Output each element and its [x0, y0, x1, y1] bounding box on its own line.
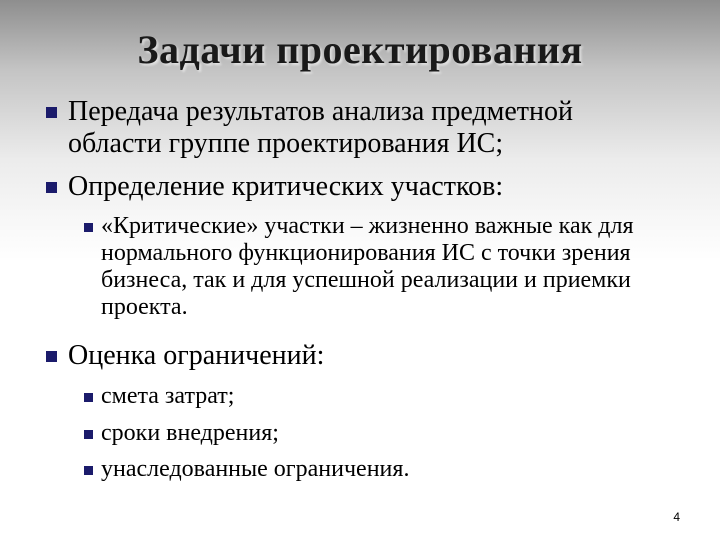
sub-bullet-item-legacy-constraints	[101, 456, 661, 483]
bullet-text: Передача результатов анализа предметной области группе проектирования ИС;	[68, 96, 573, 159]
square-bullet-icon	[46, 182, 57, 193]
sub-bullet-item-cost-estimate	[101, 383, 661, 410]
square-bullet-icon	[84, 223, 93, 232]
bullet-text: Оценка ограничений:	[68, 340, 325, 371]
slide-title: Задачи проектирования	[137, 27, 583, 72]
sub-bullet-text: «Критические» участки – жизненно важные как для нормального функционирования ИС с точки зрения бизнеса, так и для успешной реализации и приемки проекта.	[101, 213, 634, 320]
bullet-item-critical-areas	[68, 171, 668, 203]
slide-number: 4	[673, 510, 680, 524]
bullet-item-constraints	[68, 340, 668, 372]
sub-bullet-text: сроки внедрения;	[101, 420, 279, 446]
sub-bullet-text: унаследованные ограничения.	[101, 456, 410, 482]
square-bullet-icon	[84, 466, 93, 475]
bullet-item-data-transfer	[68, 96, 668, 160]
square-bullet-icon	[46, 107, 57, 118]
square-bullet-icon	[84, 430, 93, 439]
bullet-text: Определение критических участков:	[68, 171, 504, 202]
sub-bullet-item-critical-definition	[101, 213, 686, 321]
sub-bullet-text: смета затрат;	[101, 383, 235, 409]
square-bullet-icon	[84, 393, 93, 402]
square-bullet-icon	[46, 351, 57, 362]
sub-bullet-item-deadlines	[101, 420, 661, 447]
